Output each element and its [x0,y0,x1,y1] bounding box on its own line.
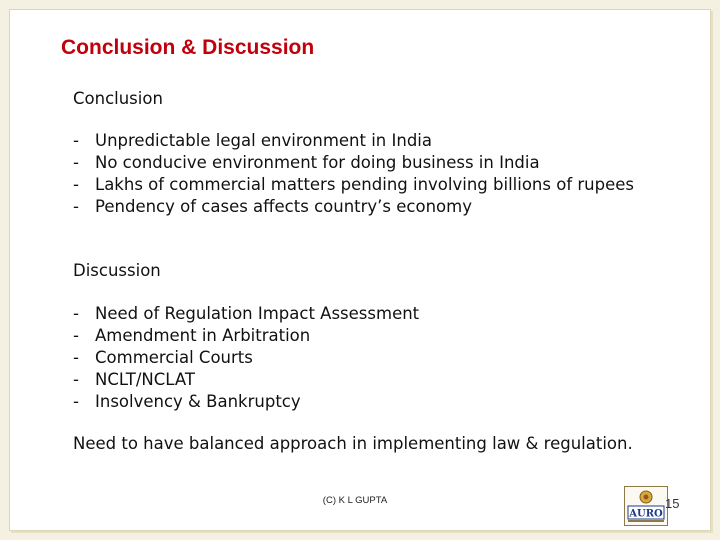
bullet-dash: - [73,370,79,389]
bullet-dash: - [73,392,79,411]
bullet-dash: - [73,131,79,150]
logo-text: AURO [629,508,663,520]
list-item: - Insolvency & Bankruptcy [73,392,301,411]
page-number: 15 [665,496,680,511]
list-item: - Pendency of cases affects country’s economy [73,197,472,216]
footer-credit: (C) K L GUPTA [322,495,388,506]
list-item: - Lakhs of commercial matters pending involving billions of rupees [73,175,634,194]
list-item: - Amendment in Arbitration [73,326,311,345]
slide-title: Conclusion & Discussion [61,36,315,59]
list-item: - Commercial Courts [73,348,253,367]
bullet-dash: - [73,197,79,216]
bullet-dash: - [73,153,79,172]
list-item: - NCLT/NCLAT [73,370,195,389]
list-item: - No conducive environment for doing business in India [73,153,540,172]
list-item: - Unpredictable legal environment in India [73,131,433,150]
closing-statement: Need to have balanced approach in implementing law & regulation. [73,434,633,453]
auro-logo [624,486,668,526]
bullet-dash: - [73,175,79,194]
discussion-heading: Discussion [73,261,161,280]
auro-logo-icon [625,487,667,525]
bullet-dash: - [73,348,79,367]
conclusion-list [73,130,648,218]
bullet-dash: - [73,326,79,345]
discussion-list [73,303,648,413]
conclusion-heading: Conclusion [73,89,163,108]
bullet-dash: - [73,304,79,323]
list-item: - Need of Regulation Impact Assessment [73,304,420,323]
